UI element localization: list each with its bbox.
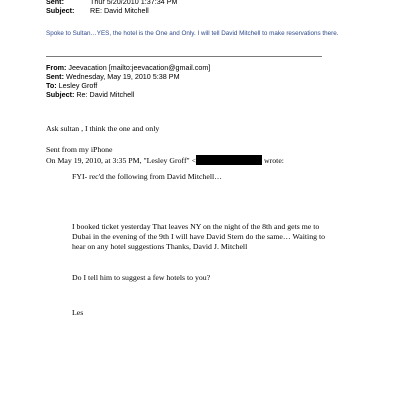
top-subject-line bbox=[46, 6, 149, 15]
quoted-para-line-1: I booked ticket yesterday That leaves NY on the night of the 8th and gets me to bbox=[72, 222, 320, 231]
quote-intro-wrote: wrote: bbox=[264, 156, 284, 165]
separator-rule bbox=[46, 56, 322, 57]
fwd-subject-value: Re: David Mitchell bbox=[76, 90, 135, 99]
quoted-signoff: Les bbox=[72, 308, 84, 317]
redaction-block bbox=[196, 155, 262, 165]
quoted-para-line-2: Dubai in the evening of the 9th I will have David Stern do the same… Waiting to bbox=[72, 232, 326, 241]
fwd-sent-value: Wednesday, May 19, 2010 5:38 PM bbox=[65, 72, 180, 81]
fwd-from-value: Jeevacation [mailto:jeevacation@gmail.com] bbox=[68, 63, 211, 72]
fwd-from-label: From: bbox=[46, 63, 67, 72]
fwd-to-line bbox=[46, 81, 97, 90]
quote-intro-text: On May 19, 2010, at 3:35 PM, "Lesley Groff" < bbox=[46, 156, 197, 165]
message-line-2: Sent from my iPhone bbox=[46, 145, 113, 154]
quote-intro bbox=[46, 155, 284, 166]
reply-body: Spoke to Sultan…YES, the hotel is the One and Only. I will tell David Mitchell to make reservations there. bbox=[46, 30, 339, 37]
fwd-from-line bbox=[46, 63, 210, 72]
fwd-sent-line bbox=[46, 72, 180, 81]
top-subject-value: RE: David Mitchell bbox=[90, 6, 149, 15]
fwd-to-label: To: bbox=[46, 81, 57, 90]
fwd-to-value: Lesley Groff bbox=[58, 81, 98, 90]
quoted-fyi: FYI- rec'd the following from David Mitchell… bbox=[72, 172, 222, 181]
message-line-1: Ask sultan , I think the one and only bbox=[46, 124, 160, 133]
quoted-question: Do I tell him to suggest a few hotels to you? bbox=[72, 273, 211, 282]
fwd-sent-label: Sent: bbox=[46, 72, 64, 81]
top-sent-value: Thur 5/20/2010 1:37:34 PM bbox=[90, 0, 178, 6]
top-subject-label: Subject: bbox=[46, 6, 75, 15]
fwd-subject-label: Subject: bbox=[46, 90, 75, 99]
top-sent-label: Sent: bbox=[46, 0, 64, 6]
quoted-para-line-3: hear on any hotel suggestions Thanks, David J. Mitchell bbox=[72, 242, 248, 251]
fwd-subject-line bbox=[46, 90, 134, 99]
